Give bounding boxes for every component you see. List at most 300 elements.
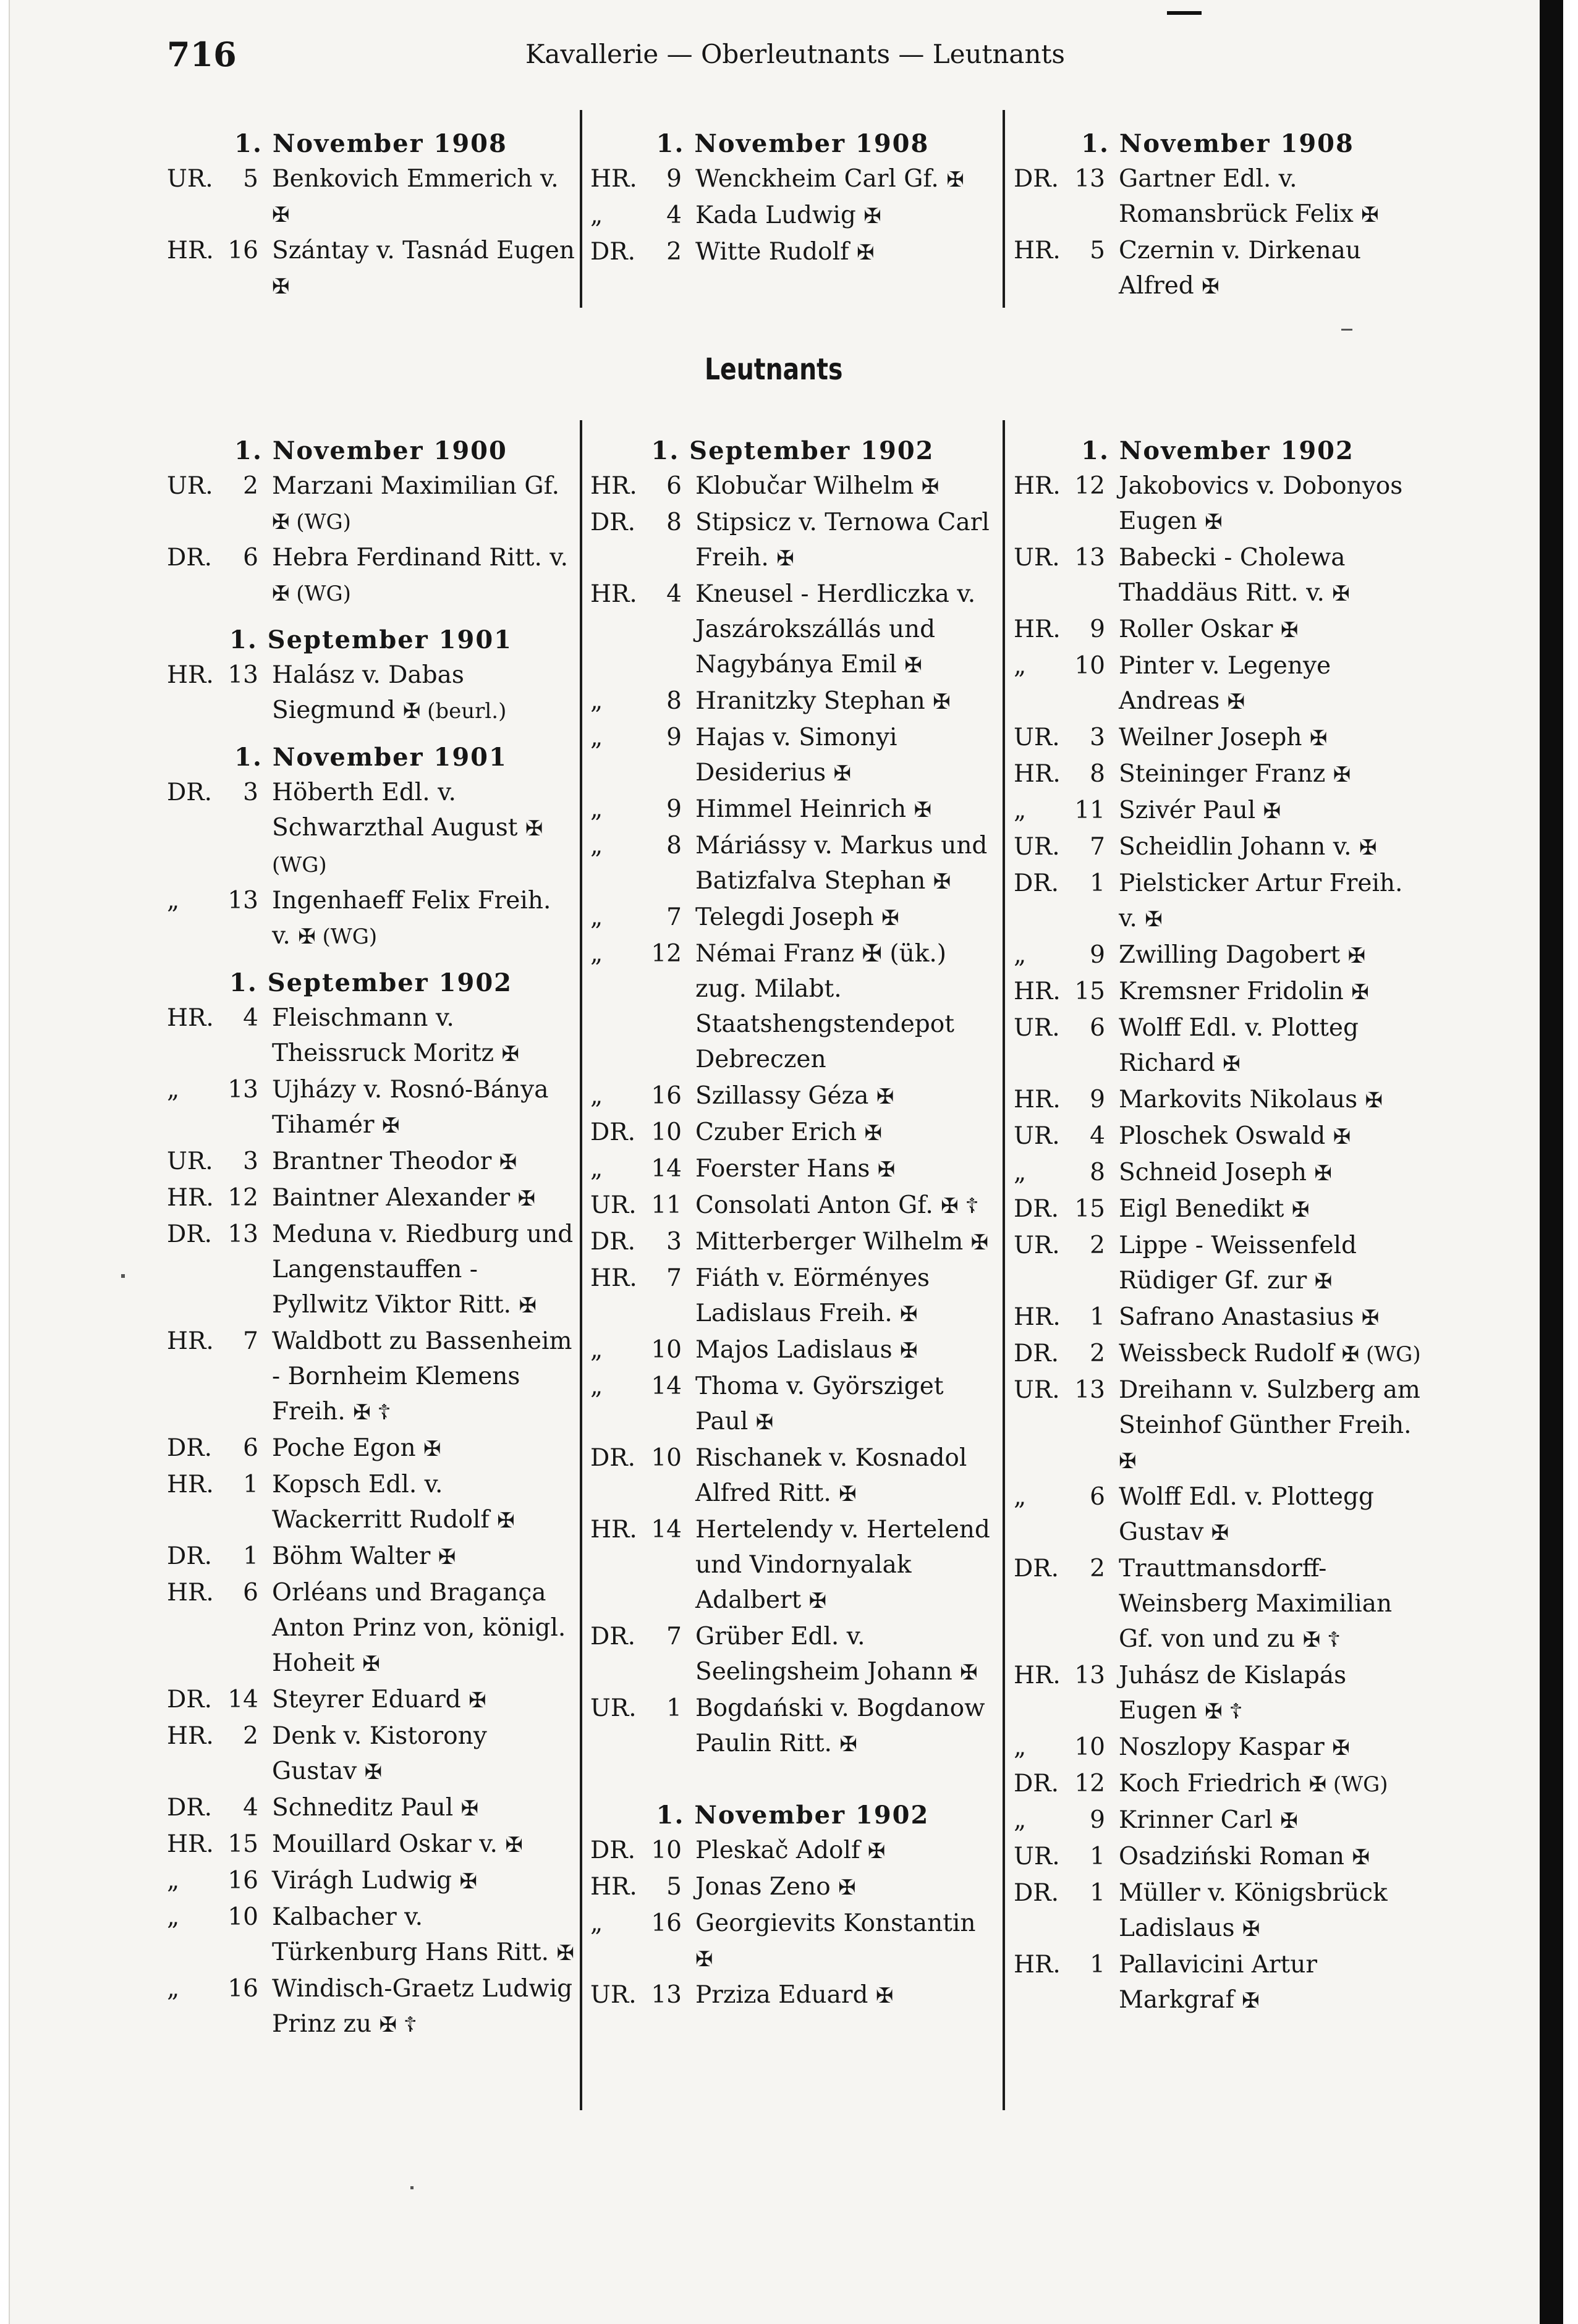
unit-abbrev: DR. — [590, 509, 636, 536]
officer-name — [682, 936, 995, 1078]
officer-name — [682, 161, 995, 198]
officer-name-text: Thoma v. Györsziget Paul — [695, 1372, 944, 1435]
list-entry — [590, 161, 995, 198]
regiment-number: 6 — [1090, 1014, 1105, 1042]
regiment-number: 12 — [1074, 472, 1105, 500]
officer-name — [258, 1180, 575, 1217]
unit-abbrev: DR. — [167, 1686, 213, 1713]
unit-abbrev: DR. — [167, 1542, 213, 1570]
officer-name-text: Georgievits Konstantin — [695, 1909, 976, 1937]
list-entry — [167, 1144, 575, 1180]
regiment-number: 8 — [1090, 1159, 1105, 1186]
officer-name — [682, 1188, 995, 1224]
unit-abbrev: UR. — [1014, 1843, 1060, 1870]
regiment-number: 16 — [227, 237, 258, 264]
list-entry — [590, 1440, 995, 1512]
officer-name — [682, 234, 995, 271]
list-entry — [1014, 1875, 1422, 1947]
officer-name-text: Kneusel - Herdliczka v. Jaszárokszállás und Nagybánya Emil — [695, 580, 976, 678]
officer-name-text: Dreihann v. Sulzberg am Steinhof Günther Freih. — [1119, 1376, 1420, 1439]
list-entry — [1014, 866, 1422, 937]
officer-name — [682, 1078, 995, 1115]
decoration-marks: ✠ (WG) — [272, 816, 543, 877]
column-rule-top-1 — [580, 110, 582, 308]
officer-name — [1105, 1299, 1422, 1336]
list-entry — [1014, 793, 1422, 829]
unit-abbrev: „ — [1014, 1159, 1027, 1186]
officer-name-text: Marzani Maximilian Gf. — [272, 472, 560, 500]
unit-abbrev: UR. — [167, 165, 213, 193]
officer-name — [1105, 937, 1422, 974]
decoration-marks: ✠ — [1145, 907, 1163, 932]
officer-name-text: Szivér Paul — [1119, 796, 1256, 824]
decoration-marks: ✠ — [864, 1121, 883, 1146]
unit-abbrev: „ — [1014, 1483, 1027, 1511]
promotion-date-heading: 1. September 1902 — [229, 968, 512, 997]
scan-speck — [121, 1274, 125, 1278]
regiment-number: 9 — [666, 724, 682, 751]
list-entry — [167, 1467, 575, 1539]
decoration-marks: ✠ — [497, 1508, 515, 1533]
decoration-marks: ✠ — [921, 475, 940, 499]
unit-abbrev: DR. — [1014, 1195, 1059, 1223]
officer-name-text: Rischanek v. Kosnadol Alfred Ritt. — [695, 1444, 967, 1507]
regiment-number: 8 — [666, 832, 682, 860]
promotion-date-heading: 1. November 1902 — [1081, 436, 1354, 465]
decoration-marks: ✠ — [459, 1869, 478, 1894]
officer-name — [258, 1718, 575, 1790]
officer-name-text: Foerster Hans — [695, 1155, 870, 1183]
regiment-number: 2 — [243, 472, 258, 500]
decoration-marks: ✠ — [933, 869, 951, 894]
officer-name-text: Meduna v. Riedburg und Langenstauffen - Pyllwitz Viktor Ritt. — [272, 1220, 574, 1319]
officer-name-text: Bogdański v. Bogdanow Paulin Ritt. — [695, 1694, 985, 1757]
officer-name-text: Osadziński Roman — [1119, 1843, 1345, 1870]
unit-abbrev: „ — [590, 795, 603, 823]
regiment-number: 6 — [243, 544, 258, 572]
unit-abbrev: „ — [590, 1082, 603, 1110]
officer-name-text: Halász v. Dabas Siegmund — [272, 661, 464, 724]
decoration-marks: ✠ — [272, 274, 290, 299]
officer-name-text: Pleskač Adolf — [695, 1836, 860, 1864]
regiment-number: 4 — [666, 580, 682, 608]
unit-abbrev: HR. — [1014, 615, 1061, 643]
officer-name-text: Markovits Nikolaus — [1119, 1086, 1358, 1113]
list-entry — [590, 1188, 995, 1224]
main-column-3 — [1014, 434, 1422, 2019]
officer-name — [682, 1224, 995, 1261]
officer-name-text: Szántay v. Tasnád Eugen — [272, 237, 575, 264]
list-entry — [167, 1539, 575, 1575]
decoration-marks: ✠ — [362, 1652, 380, 1676]
spacer — [590, 1762, 995, 1787]
officer-name-text: Pielsticker Artur Freih. v. — [1119, 869, 1403, 932]
unit-abbrev: DR. — [167, 779, 213, 806]
officer-name-text: Böhm Walter — [272, 1542, 431, 1570]
unit-abbrev: DR. — [590, 1836, 636, 1864]
officer-name-text: Roller Oskar — [1119, 615, 1273, 643]
list-entry — [167, 1072, 575, 1144]
decoration-marks: ✠ — [1359, 835, 1377, 860]
officer-name-text: Windisch-Graetz Ludwig Prinz zu — [272, 1975, 573, 2038]
officer-name — [1105, 540, 1422, 612]
list-entry — [167, 1827, 575, 1863]
promotion-date-heading: 1. November 1900 — [234, 436, 507, 465]
officer-name-text: Consolati Anton Gf. — [695, 1191, 933, 1219]
decoration-marks: ✠ — [1351, 980, 1369, 1005]
officer-name — [682, 505, 995, 577]
promotion-date-heading: 1. November 1908 — [234, 129, 507, 158]
unit-abbrev: UR. — [1014, 1014, 1060, 1042]
list-entry — [1014, 1947, 1422, 2019]
decoration-marks: ✠ ☦ — [941, 1194, 979, 1219]
regiment-number: 7 — [666, 1264, 682, 1292]
officer-name — [682, 198, 995, 234]
officer-name — [682, 1833, 995, 1869]
unit-abbrev: DR. — [167, 1434, 213, 1462]
decoration-marks: ✠ — [695, 1947, 713, 1972]
unit-abbrev: HR. — [1014, 1951, 1061, 1979]
unit-abbrev: UR. — [167, 1147, 213, 1175]
unit-abbrev: „ — [590, 1336, 603, 1364]
decoration-marks: ✠ (beurl.) — [402, 699, 507, 724]
regiment-number: 11 — [651, 1191, 682, 1219]
regiment-number: 10 — [227, 1903, 258, 1931]
decoration-marks: ✠ — [1332, 581, 1350, 606]
regiment-number: 4 — [243, 1794, 258, 1822]
unit-abbrev: HR. — [167, 661, 214, 689]
officer-name — [1105, 1372, 1422, 1479]
officer-name-text: Kada Ludwig — [695, 201, 856, 229]
decoration-marks: ✠ — [1309, 726, 1328, 751]
officer-name — [682, 792, 995, 828]
officer-name-text: Scheidlin Johann v. — [1119, 833, 1352, 861]
regiment-number: 13 — [227, 1076, 258, 1104]
list-entry — [590, 1115, 995, 1151]
list-entry — [590, 1906, 995, 1977]
decoration-marks: ✠ — [933, 690, 951, 714]
decoration-marks: ✠ — [776, 546, 794, 571]
list-entry — [167, 161, 575, 233]
officer-name-text: Pallavicini Artur Markgraf — [1119, 1951, 1317, 2014]
officer-name — [682, 1619, 995, 1691]
officer-name-text: Wenckheim Carl Gf. — [695, 165, 939, 193]
list-entry — [167, 1430, 575, 1467]
officer-name — [258, 1575, 575, 1682]
officer-name-text: Steininger Franz — [1119, 760, 1326, 788]
regiment-number: 2 — [243, 1722, 258, 1750]
regiment-number: 11 — [1074, 796, 1105, 824]
officer-name — [682, 1512, 995, 1619]
list-entry — [1014, 974, 1422, 1010]
unit-abbrev: UR. — [1014, 544, 1060, 572]
decoration-marks: ✠ — [438, 1545, 456, 1570]
decoration-marks: ✠ — [877, 1157, 896, 1182]
officer-name — [682, 1691, 995, 1762]
officer-name-text: Baintner Alexander — [272, 1184, 511, 1212]
decoration-marks: ✠ — [1347, 944, 1366, 968]
officer-name-text: Weilner Joseph — [1119, 724, 1302, 751]
regiment-number: 6 — [243, 1579, 258, 1607]
running-head: Kavallerie — Oberleutnants — Leutnants — [525, 39, 1065, 69]
officer-name-text: Stipsicz v. Ternowa Carl Freih. — [695, 509, 990, 572]
unit-abbrev: DR. — [167, 544, 213, 572]
list-entry — [590, 1224, 995, 1261]
officer-name-text: Witte Rudolf — [695, 238, 849, 266]
regiment-number: 10 — [651, 1444, 682, 1472]
officer-name — [1105, 1802, 1422, 1839]
decoration-marks: ✠ — [501, 1042, 519, 1067]
officer-name-text: Noszlopy Kaspar — [1119, 1733, 1325, 1761]
regiment-number: 13 — [227, 1220, 258, 1248]
unit-abbrev: UR. — [590, 1981, 637, 2009]
decoration-marks: ✠ — [914, 798, 932, 822]
regiment-number: 14 — [651, 1516, 682, 1544]
officer-name — [258, 775, 575, 883]
officer-name-text: Klobučar Wilhelm — [695, 472, 914, 500]
unit-abbrev: DR. — [590, 1623, 636, 1650]
officer-name-text: Krinner Carl — [1119, 1806, 1273, 1834]
top-column-3 — [1014, 127, 1422, 305]
unit-abbrev: „ — [1014, 941, 1027, 969]
officer-name-text: Mitterberger Wilhelm — [695, 1228, 964, 1256]
unit-abbrev: „ — [167, 1903, 180, 1931]
officer-name — [1105, 793, 1422, 829]
scan-edge-shadow — [1540, 0, 1563, 2324]
decoration-marks: ✠ — [1211, 1521, 1229, 1545]
list-entry — [590, 828, 995, 900]
regiment-number: 1 — [1090, 1879, 1105, 1907]
list-entry — [590, 1078, 995, 1115]
regiment-number: 13 — [1074, 1376, 1105, 1404]
officer-name-text: Zwilling Dagobert — [1119, 941, 1341, 969]
decoration-marks: ✠ — [499, 1150, 517, 1175]
officer-name — [682, 828, 995, 900]
list-entry — [1014, 1228, 1422, 1299]
unit-abbrev: „ — [167, 887, 180, 915]
officer-name — [682, 720, 995, 792]
main-column-1 — [167, 434, 575, 2043]
unit-abbrev: „ — [590, 1909, 603, 1937]
decoration-marks: ✠ — [839, 1482, 857, 1506]
officer-name — [258, 1324, 575, 1430]
list-entry — [1014, 1802, 1422, 1839]
decoration-marks: ✠ — [1314, 1161, 1332, 1186]
list-entry — [167, 1217, 575, 1324]
officer-name — [258, 1072, 575, 1144]
regiment-number: 6 — [1090, 1483, 1105, 1511]
officer-name-text: Grüber Edl. v. Seelingsheim Johann — [695, 1623, 952, 1686]
main-column-2 — [590, 434, 995, 2014]
list-entry — [1014, 937, 1422, 974]
list-entry — [1014, 648, 1422, 720]
regiment-number: 13 — [1074, 544, 1105, 572]
officer-name-text: Babecki - Cholewa Thaddäus Ritt. v. — [1119, 544, 1346, 607]
officer-name — [258, 1144, 575, 1180]
list-entry — [167, 1682, 575, 1718]
decoration-marks: ✠ — [1227, 690, 1245, 714]
officer-name — [258, 1539, 575, 1575]
regiment-number: 8 — [1090, 760, 1105, 788]
officer-name — [258, 1000, 575, 1072]
unit-abbrev: „ — [590, 1155, 603, 1183]
unit-abbrev: „ — [167, 1867, 180, 1895]
officer-name — [258, 161, 575, 233]
unit-abbrev: HR. — [1014, 760, 1061, 788]
unit-abbrev: HR. — [590, 1516, 637, 1544]
decoration-marks: ✠ — [1333, 763, 1351, 787]
officer-name — [258, 1971, 575, 2043]
list-entry — [1014, 1155, 1422, 1191]
officer-name-text: Pinter v. Legenye Andreas — [1119, 652, 1331, 715]
regiment-number: 6 — [243, 1434, 258, 1462]
regiment-number: 12 — [651, 940, 682, 968]
decoration-marks: ✠ — [1280, 1809, 1298, 1833]
unit-abbrev: „ — [590, 687, 603, 715]
unit-abbrev: DR. — [1014, 1879, 1059, 1907]
decoration-marks: ✠ — [1352, 1845, 1370, 1870]
decoration-marks: ✠ — [272, 203, 290, 227]
officer-name-text: Máriássy v. Markus und Batizfalva Stephan — [695, 832, 988, 895]
decoration-marks: ✠ — [808, 1589, 827, 1613]
officer-name-text: Müller v. Königsbrück Ladislaus — [1119, 1879, 1388, 1942]
list-entry — [1014, 161, 1422, 233]
promotion-date-heading: 1. November 1902 — [656, 1801, 930, 1830]
officer-name-text: Denk v. Kistorony Gustav — [272, 1722, 487, 1785]
decoration-marks: ✠ — [960, 1660, 978, 1685]
page-number: 716 — [167, 35, 237, 74]
unit-abbrev: HR. — [1014, 978, 1061, 1005]
officer-name — [1105, 720, 1422, 756]
list-entry — [590, 1261, 995, 1332]
list-entry — [167, 1324, 575, 1430]
officer-name-text: Hebra Ferdinand Ritt. v. — [272, 544, 569, 572]
unit-abbrev: HR. — [1014, 472, 1061, 500]
officer-name-text: Jonas Zeno — [695, 1873, 831, 1901]
list-entry — [590, 1369, 995, 1440]
list-entry — [590, 505, 995, 577]
unit-abbrev: DR. — [590, 1444, 636, 1472]
decoration-marks: ✠ — [875, 1984, 894, 2008]
decoration-marks: ✠ — [867, 1839, 886, 1864]
regiment-number: 5 — [666, 1873, 682, 1901]
list-entry — [1014, 1658, 1422, 1730]
decoration-marks: ✠ — [856, 240, 875, 265]
unit-abbrev: UR. — [1014, 1122, 1060, 1150]
regiment-number: 13 — [227, 887, 258, 915]
unit-abbrev: UR. — [1014, 833, 1060, 861]
officer-name — [682, 577, 995, 683]
list-entry — [590, 234, 995, 271]
list-entry — [590, 936, 995, 1078]
regiment-number: 2 — [1090, 1232, 1105, 1259]
list-entry — [1014, 1299, 1422, 1336]
regiment-number: 10 — [1074, 1733, 1105, 1761]
officer-name-text: Hranitzky Stephan — [695, 687, 925, 715]
scan-speck — [410, 2186, 414, 2189]
officer-name — [1105, 1730, 1422, 1766]
officer-name-text: Hertelendy v. Hertelend und Vindornyalak Adalbert — [695, 1516, 990, 1614]
decoration-marks: ✠ — [839, 1732, 857, 1757]
officer-name-text: Höberth Edl. v. Schwarzthal August — [272, 779, 518, 842]
officer-name — [1105, 1082, 1422, 1118]
regiment-number: 10 — [651, 1836, 682, 1864]
decoration-marks: ✠ — [469, 1688, 486, 1713]
regiment-number: 14 — [651, 1372, 682, 1400]
list-entry — [1014, 829, 1422, 866]
regiment-number: 10 — [651, 1118, 682, 1146]
decoration-marks: ✠ — [833, 761, 852, 786]
unit-abbrev: HR. — [590, 1873, 637, 1901]
list-entry — [590, 198, 995, 234]
unit-abbrev: „ — [1014, 1806, 1027, 1834]
officer-name-text: Czuber Erich — [695, 1118, 857, 1146]
regiment-number: 1 — [1090, 869, 1105, 897]
officer-name — [258, 1430, 575, 1467]
regiment-number: 1 — [243, 1542, 258, 1570]
decoration-marks: ✠ — [838, 1875, 856, 1900]
regiment-number: 16 — [651, 1082, 682, 1110]
decoration-marks: ✠ — [1361, 1306, 1380, 1330]
officer-name — [682, 683, 995, 720]
regiment-number: 3 — [1090, 724, 1105, 751]
decoration-marks: ✠ — [1263, 799, 1281, 824]
decoration-marks: ✠ (WG) — [298, 924, 378, 949]
list-entry — [590, 1691, 995, 1762]
list-entry — [590, 683, 995, 720]
officer-name — [682, 1261, 995, 1332]
officer-name — [1105, 1839, 1422, 1875]
list-entry — [1014, 1118, 1422, 1155]
promotion-date-heading: 1. November 1901 — [234, 743, 507, 772]
section-title: Leutnants — [704, 352, 843, 387]
unit-abbrev: UR. — [590, 1694, 637, 1722]
decoration-marks: ✠ — [1361, 203, 1379, 227]
list-entry — [1014, 540, 1422, 612]
officer-name-text: Fiáth v. Eörményes Ladislaus Freih. — [695, 1264, 930, 1327]
regiment-number: 9 — [1090, 1806, 1105, 1834]
regiment-number: 4 — [666, 201, 682, 229]
officer-name-text: Brantner Theodor — [272, 1147, 492, 1175]
regiment-number: 1 — [1090, 1843, 1105, 1870]
officer-name — [258, 1217, 575, 1324]
promotion-date-heading: 1. November 1908 — [656, 129, 930, 158]
list-entry — [590, 1869, 995, 1906]
list-entry — [167, 1899, 575, 1971]
decoration-marks: ✠ — [863, 204, 881, 229]
officer-name — [682, 1906, 995, 1977]
officer-name-text: Koch Friedrich — [1119, 1770, 1302, 1798]
list-entry — [590, 720, 995, 792]
unit-abbrev: HR. — [1014, 1303, 1061, 1331]
decoration-marks: ✠ — [1365, 1088, 1383, 1113]
officer-name-text: Virágh Ludwig — [272, 1867, 452, 1895]
officer-name — [1105, 1947, 1422, 2019]
decoration-marks: ✠ — [381, 1113, 400, 1138]
regiment-number: 7 — [666, 1623, 682, 1650]
list-entry — [1014, 1010, 1422, 1082]
officer-name — [682, 1369, 995, 1440]
unit-abbrev: HR. — [167, 1830, 214, 1858]
officer-name-text: Steyrer Eduard — [272, 1686, 461, 1713]
list-entry — [167, 1790, 575, 1827]
unit-abbrev: „ — [590, 1372, 603, 1400]
list-entry — [590, 1512, 995, 1619]
officer-name-text: Schneditz Paul — [272, 1794, 454, 1822]
list-entry — [1014, 612, 1422, 648]
list-entry — [167, 468, 575, 540]
officer-name — [1105, 1658, 1422, 1730]
